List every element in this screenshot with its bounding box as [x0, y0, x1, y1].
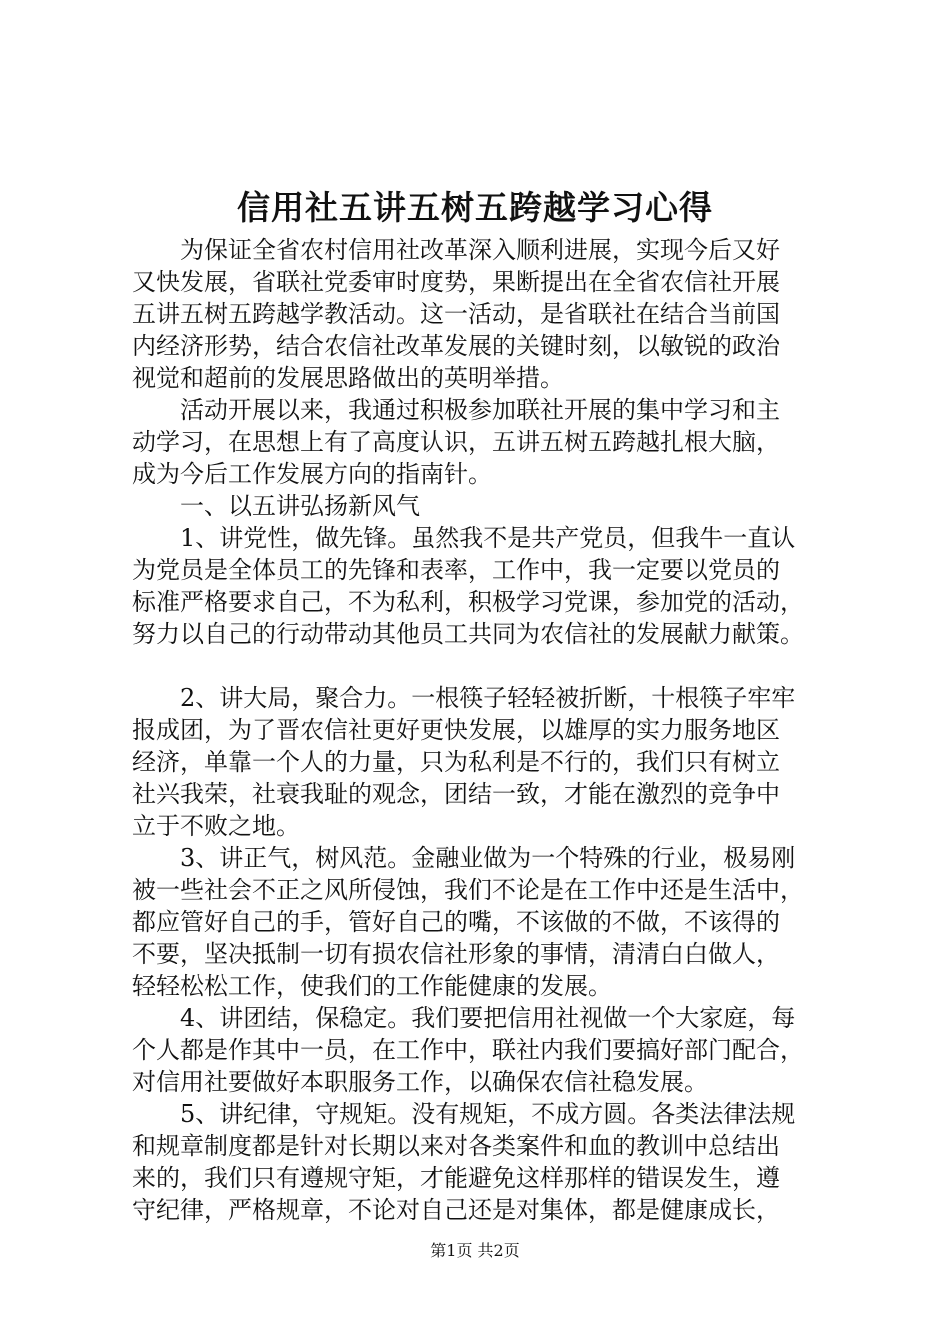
text-line: 标准严格要求自己，不为私利，积极学习党课，参加党的活动，	[132, 588, 804, 616]
text-line: 成为今后工作发展方向的指南针。	[132, 460, 492, 488]
text-line: 个人都是作其中一员，在工作中，联社内我们要搞好部门配合，	[132, 1036, 804, 1064]
text-line: 被一些社会不正之风所侵蚀，我们不论是在工作中还是生活中，	[132, 876, 804, 904]
text-line: 守纪律，严格规章，不论对自己还是对集体，都是健康成长，	[132, 1196, 780, 1224]
document-body	[132, 234, 852, 1226]
text-line: 努力以自己的行动带动其他员工共同为农信社的发展献力献策。	[132, 620, 804, 648]
text-line: 五讲五树五跨越学教活动。这一活动，是省联社在结合当前国	[132, 300, 780, 328]
text-line: 内经济形势，结合农信社改革发展的关键时刻，以敏锐的政治	[132, 332, 780, 360]
text-line: 活动开展以来，我通过积极参加联社开展的集中学习和主	[132, 396, 780, 424]
blank-line	[132, 650, 852, 682]
text-line: 3、讲正气，树风范。金融业做为一个特殊的行业，极易刚	[132, 844, 796, 872]
text-line: 一、以五讲弘扬新风气	[132, 492, 420, 520]
text-line: 动学习，在思想上有了高度认识，五讲五树五跨越扎根大脑，	[132, 428, 780, 456]
text-line: 为保证全省农村信用社改革深入顺利进展，实现今后又好	[132, 236, 780, 264]
text-line: 为党员是全体员工的先锋和表率，工作中，我一定要以党员的	[132, 556, 780, 584]
text-line: 都应管好自己的手，管好自己的嘴，不该做的不做，不该得的	[132, 908, 780, 936]
page-footer: 第1页 共2页	[430, 1241, 520, 1260]
text-line: 来的，我们只有遵规守矩，才能避免这样那样的错误发生，遵	[132, 1164, 780, 1192]
text-line: 5、讲纪律，守规矩。没有规矩，不成方圆。各类法律法规	[132, 1100, 796, 1128]
text-line: 对信用社要做好本职服务工作，以确保农信社稳发展。	[132, 1068, 708, 1096]
text-line: 4、讲团结，保稳定。我们要把信用社视做一个大家庭，每	[132, 1004, 796, 1032]
document-title: 信用社五讲五树五跨越学习心得	[237, 188, 713, 227]
text-line: 1、讲党性，做先锋。虽然我不是共产党员，但我牛一直认	[132, 524, 796, 552]
text-line: 视觉和超前的发展思路做出的英明举措。	[132, 364, 564, 392]
text-line: 不要，坚决抵制一切有损农信社形象的事情，清清白白做人，	[132, 940, 780, 968]
text-line: 又快发展，省联社党委审时度势，果断提出在全省农信社开展	[132, 268, 780, 296]
text-line: 2、讲大局，聚合力。一根筷子轻轻被折断，十根筷子牢牢	[132, 684, 796, 712]
text-line: 轻轻松松工作，使我们的工作能健康的发展。	[132, 972, 612, 1000]
text-line: 社兴我荣，社衰我耻的观念，团结一致，才能在激烈的竞争中	[132, 780, 780, 808]
text-line: 报成团，为了晋农信社更好更快发展，以雄厚的实力服务地区	[132, 716, 780, 744]
text-line: 立于不败之地。	[132, 812, 300, 840]
text-line: 和规章制度都是针对长期以来对各类案件和血的教训中总结出	[132, 1132, 780, 1160]
text-line: 经济，单靠一个人的力量，只为私利是不行的，我们只有树立	[132, 748, 780, 776]
